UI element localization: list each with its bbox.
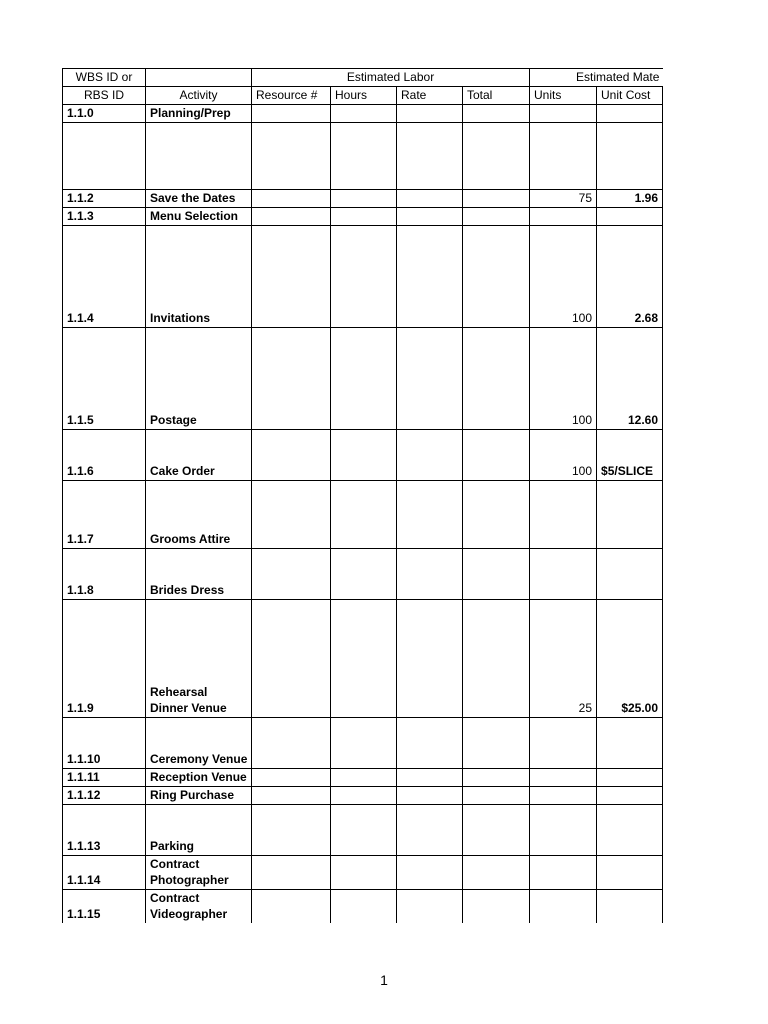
header-units: Units (530, 87, 597, 105)
table-row (63, 430, 664, 481)
table-row (63, 105, 664, 123)
row-rate (397, 769, 463, 787)
wbs-cost-table (62, 68, 663, 923)
row-hours (331, 549, 397, 600)
row-activity: Brides Dress (146, 549, 252, 600)
row-hours (331, 190, 397, 208)
row-resource (252, 600, 331, 718)
row-resource (252, 787, 331, 805)
table-row (63, 549, 664, 600)
row-unit-cost: $5/SLICE (597, 430, 663, 481)
row-rate (397, 190, 463, 208)
row-unit-cost: 12.60 (597, 328, 663, 430)
row-resource (252, 105, 331, 123)
row-wbs-id: 1.1.2 (63, 190, 146, 208)
row-total (463, 718, 530, 769)
row-resource (252, 890, 331, 924)
row-total (463, 549, 530, 600)
row-resource (252, 805, 331, 856)
row-activity: Parking (146, 805, 252, 856)
row-resource (252, 226, 331, 328)
row-rate (397, 549, 463, 600)
header-row-1 (63, 69, 664, 87)
row-wbs-id: 1.1.15 (63, 890, 146, 924)
row-rate (397, 805, 463, 856)
row-units (530, 105, 597, 123)
row-unit-cost (597, 787, 663, 805)
row-activity: Ceremony Venue (146, 718, 252, 769)
row-hours (331, 600, 397, 718)
row-wbs-id: 1.1.13 (63, 805, 146, 856)
worksheet (62, 68, 663, 923)
header-resource: Resource # (252, 87, 331, 105)
row-unit-cost (597, 718, 663, 769)
header-rate: Rate (397, 87, 463, 105)
row-unit-cost: $25.00 (597, 600, 663, 718)
row-resource (252, 430, 331, 481)
row-rate (397, 328, 463, 430)
table-row (63, 787, 664, 805)
row-hours (331, 890, 397, 924)
row-rate (397, 430, 463, 481)
table-row (63, 481, 664, 549)
row-resource (252, 549, 331, 600)
table-row (63, 190, 664, 208)
row-hours (331, 805, 397, 856)
row-hours (331, 718, 397, 769)
row-activity: Contract Videographer (146, 890, 252, 924)
header-activity: Activity (146, 87, 252, 105)
row-hours (331, 226, 397, 328)
row-resource (252, 481, 331, 549)
row-units: 100 (530, 430, 597, 481)
row-hours (331, 208, 397, 226)
row-units: 100 (530, 328, 597, 430)
row-units (530, 549, 597, 600)
row-unit-cost (597, 208, 663, 226)
row-units (530, 769, 597, 787)
table-row (63, 890, 664, 924)
row-resource (252, 769, 331, 787)
row-unit-cost: 2.68 (597, 226, 663, 328)
row-activity: Save the Dates (146, 190, 252, 208)
row-unit-cost (597, 769, 663, 787)
row-total (463, 769, 530, 787)
row-hours (331, 787, 397, 805)
row-activity: Ring Purchase (146, 787, 252, 805)
row-rate (397, 226, 463, 328)
header-wbs-id-line2: RBS ID (63, 87, 146, 105)
row-rate (397, 105, 463, 123)
row-activity: Contract Photographer (146, 856, 252, 890)
row-unit-cost (597, 123, 663, 190)
row-hours (331, 123, 397, 190)
row-wbs-id: 1.1.10 (63, 718, 146, 769)
row-total (463, 856, 530, 890)
table-row (63, 769, 664, 787)
row-rate (397, 600, 463, 718)
row-resource (252, 856, 331, 890)
row-units (530, 481, 597, 549)
row-total (463, 787, 530, 805)
row-hours (331, 328, 397, 430)
header-row-2 (63, 87, 664, 105)
row-activity: Reception Venue (146, 769, 252, 787)
table-row (63, 208, 664, 226)
header-wbs-id-line1: WBS ID or (63, 69, 146, 87)
row-hours (331, 105, 397, 123)
row-wbs-id: 1.1.7 (63, 481, 146, 549)
row-wbs-id: 1.1.4 (63, 226, 146, 328)
table-row (63, 328, 664, 430)
row-activity: Postage (146, 328, 252, 430)
row-hours (331, 856, 397, 890)
row-total (463, 805, 530, 856)
row-units: 100 (530, 226, 597, 328)
row-wbs-id (63, 123, 146, 190)
row-rate (397, 718, 463, 769)
table-row (63, 718, 664, 769)
row-unit-cost (597, 890, 663, 924)
header-unit-cost: Unit Cost (597, 87, 663, 105)
table-row (63, 123, 664, 190)
row-unit-cost (597, 805, 663, 856)
row-rate (397, 787, 463, 805)
row-units (530, 208, 597, 226)
row-wbs-id: 1.1.14 (63, 856, 146, 890)
row-resource (252, 123, 331, 190)
page-number: 1 (380, 972, 388, 988)
table-row (63, 805, 664, 856)
header-total: Total (463, 87, 530, 105)
header-estimated-labor: Estimated Labor (252, 69, 530, 87)
row-total (463, 890, 530, 924)
row-total (463, 600, 530, 718)
row-rate (397, 481, 463, 549)
row-units (530, 123, 597, 190)
row-wbs-id: 1.1.5 (63, 328, 146, 430)
row-unit-cost: 1.96 (597, 190, 663, 208)
row-activity (146, 123, 252, 190)
row-unit-cost (597, 105, 663, 123)
row-units (530, 856, 597, 890)
header-estimated-materials: Estimated Mate (530, 69, 663, 87)
row-resource (252, 190, 331, 208)
row-activity: Grooms Attire (146, 481, 252, 549)
row-wbs-id: 1.1.12 (63, 787, 146, 805)
row-rate (397, 890, 463, 924)
row-units (530, 890, 597, 924)
row-hours (331, 430, 397, 481)
row-unit-cost (597, 856, 663, 890)
row-resource (252, 328, 331, 430)
table-row (63, 600, 664, 718)
row-rate (397, 856, 463, 890)
row-unit-cost (597, 549, 663, 600)
row-activity: Invitations (146, 226, 252, 328)
row-activity: Planning/Prep (146, 105, 252, 123)
row-units: 75 (530, 190, 597, 208)
row-total (463, 226, 530, 328)
row-units: 25 (530, 600, 597, 718)
header-hours: Hours (331, 87, 397, 105)
header-activity-spacer (146, 69, 252, 87)
row-hours (331, 769, 397, 787)
row-rate (397, 123, 463, 190)
row-total (463, 123, 530, 190)
row-wbs-id: 1.1.9 (63, 600, 146, 718)
row-hours (331, 481, 397, 549)
row-activity: Rehearsal Dinner Venue (146, 600, 252, 718)
row-rate (397, 208, 463, 226)
row-total (463, 481, 530, 549)
row-total (463, 105, 530, 123)
row-wbs-id: 1.1.3 (63, 208, 146, 226)
row-units (530, 805, 597, 856)
row-wbs-id: 1.1.8 (63, 549, 146, 600)
row-units (530, 718, 597, 769)
row-total (463, 190, 530, 208)
row-wbs-id: 1.1.11 (63, 769, 146, 787)
row-total (463, 430, 530, 481)
table-row (63, 856, 664, 890)
row-resource (252, 208, 331, 226)
row-wbs-id: 1.1.6 (63, 430, 146, 481)
row-unit-cost (597, 481, 663, 549)
table-row (63, 226, 664, 328)
row-total (463, 328, 530, 430)
row-activity: Menu Selection (146, 208, 252, 226)
row-total (463, 208, 530, 226)
row-units (530, 787, 597, 805)
row-resource (252, 718, 331, 769)
row-wbs-id: 1.1.0 (63, 105, 146, 123)
row-activity: Cake Order (146, 430, 252, 481)
